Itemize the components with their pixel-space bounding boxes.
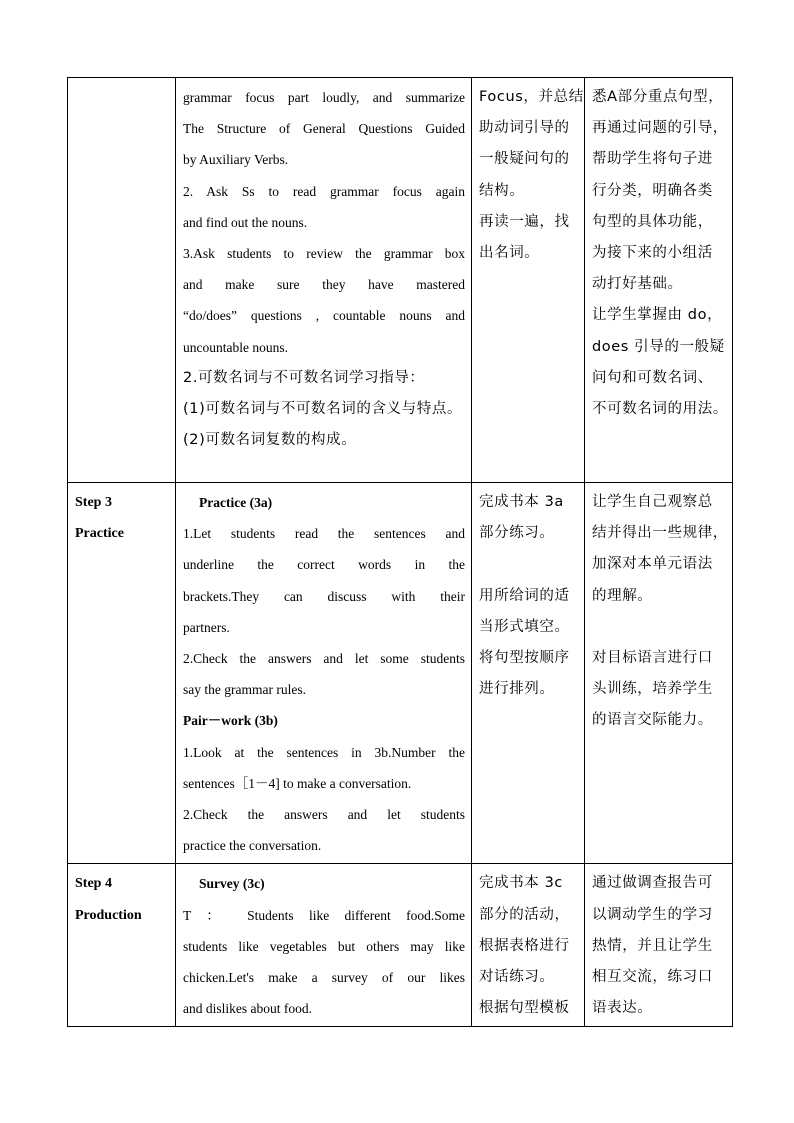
purpose-line: 的语言交际能力。 [592,712,713,729]
purpose-line: 加深对本单元语法 [592,556,713,573]
content-line: 3.Ask students to review the grammar box [183,246,465,262]
purpose-line: 为接下来的小组活 [592,245,713,262]
step-number: Step 3 [75,495,112,510]
purpose-line: 对目标语言进行口 [592,650,713,666]
step-number: Step 4 [75,876,112,892]
student-line: 完成书本 3c [479,875,564,892]
table-row [68,864,733,1027]
student-line: 一般疑问句的 [479,151,570,168]
step-title: Practice [75,526,124,542]
purpose-line: 再通过问题的引导， [592,120,728,137]
purpose-line: 的理解。 [592,587,653,604]
student-activity [472,483,584,707]
purpose-line: 句型的具体功能， [592,213,713,230]
purpose-cell [585,864,733,1027]
purpose-line: 行分类，明确各类 [592,182,713,199]
purpose-line: 问句和可数名词、 [592,369,713,386]
student-line: Focus，并总结 [479,89,584,105]
purpose-line: does 引导的一般疑 [592,338,725,355]
student-line: 根据句型模板 [479,1000,570,1017]
purpose-line: 相互交流，练习口 [592,969,713,986]
purpose-line: 通过做调查报告可 [592,875,713,892]
content-line: 2.Check the answers and let students [183,807,465,823]
content-line: say the grammar rules. [183,682,306,698]
student-line: 将句型按顺序 [479,650,570,666]
content-line: sentences［1－4] to make a conversation. [183,775,412,791]
teacher-activity [176,78,471,458]
content-line: students like vegetables but others may like [183,938,465,954]
purpose-line: 让学生自己观察总 [592,494,713,510]
purpose-line: 动打好基础。 [592,276,683,293]
table-row [68,78,733,483]
content-line: uncountable nouns. [183,339,288,355]
student-line: 用所给词的适 [479,587,570,604]
content-line: brackets.They can discuss with their [183,588,465,604]
content-line: (1)可数名词与不可数名词的含义与特点。 [183,401,463,418]
content-line: The Structure of General Questions Guided [183,121,465,137]
purpose-line: 结并得出一些规律， [592,525,728,542]
content-line: T ： Students like different food.Some [183,907,465,923]
purpose-line: 让学生掌握由 do， [592,307,723,324]
content-line: “do/does” questions , countable nouns and [183,308,465,324]
teacher-activity [176,864,471,1026]
step-label [68,483,175,549]
step-cell [68,864,176,1027]
student-line: 再读一遍，找 [479,213,570,230]
purpose-line: 帮助学生将句子进 [592,151,713,168]
content-line: 2.Check the answers and let some students [183,651,465,667]
student-activity-cell [472,78,585,483]
student-line: 进行排列。 [479,681,555,698]
activity-heading: Pair－work (3b) [183,713,278,729]
student-line: 结构。 [479,182,525,199]
content-line: and make sure they have mastered [183,277,465,293]
student-line: 出名词。 [479,245,540,262]
purpose-line: 不可数名词的用法。 [592,401,728,418]
purpose-cell [585,483,733,864]
student-activity [472,864,584,1026]
teacher-activity [176,483,471,863]
student-line: 部分练习。 [479,525,555,542]
content-line: 1.Look at the sentences in 3b.Number the [183,744,465,760]
table-row [68,483,733,864]
student-line: 完成书本 3a [479,494,564,510]
purpose-line: 悉A部分重点句型， [592,89,724,105]
student-line: 助动词引导的 [479,120,570,137]
purpose-cell [585,78,733,483]
purpose-line: 头训练，培养学生 [592,681,713,698]
purpose-line: 语表达。 [592,1000,653,1017]
content-line: 2.可数名词与不可数名词学习指导： [183,369,425,386]
content-line: chicken.Let's make a survey of our likes [183,970,465,986]
content-line: underline the correct words in the [183,557,465,573]
student-activity-cell [472,864,585,1027]
content-cell [176,864,472,1027]
step-cell [68,78,176,483]
content-cell [176,78,472,483]
content-line: and dislikes about food. [183,1001,312,1017]
content-line: 2. Ask Ss to read grammar focus again [183,183,465,199]
content-line: practice the conversation. [183,838,322,854]
content-line: grammar focus part loudly, and summarize [183,90,465,105]
content-line: partners. [183,619,230,635]
design-purpose [585,483,732,739]
activity-heading: Practice (3a) [199,495,273,510]
content-line: by Auxiliary Verbs. [183,152,289,168]
content-line: (2)可数名词复数的构成。 [183,432,357,449]
purpose-line: 以调动学生的学习 [592,906,713,923]
content-line: and find out the nouns. [183,214,308,230]
design-purpose [585,78,732,427]
activity-heading: Survey (3c) [199,876,265,892]
student-line: 当形式填空。 [479,618,570,635]
step-title: Production [75,907,142,923]
lesson-plan-table [67,77,733,1027]
content-cell [176,483,472,864]
design-purpose [585,864,732,1026]
student-activity [472,78,584,271]
step-label [68,864,175,930]
student-line: 根据表格进行 [479,937,570,954]
step-cell [68,483,176,864]
student-line: 对话练习。 [479,969,555,986]
student-activity-cell [472,483,585,864]
purpose-line: 热情，并且让学生 [592,937,713,954]
student-line: 部分的活动， [479,906,570,923]
content-line: 1.Let students read the sentences and [183,526,465,542]
